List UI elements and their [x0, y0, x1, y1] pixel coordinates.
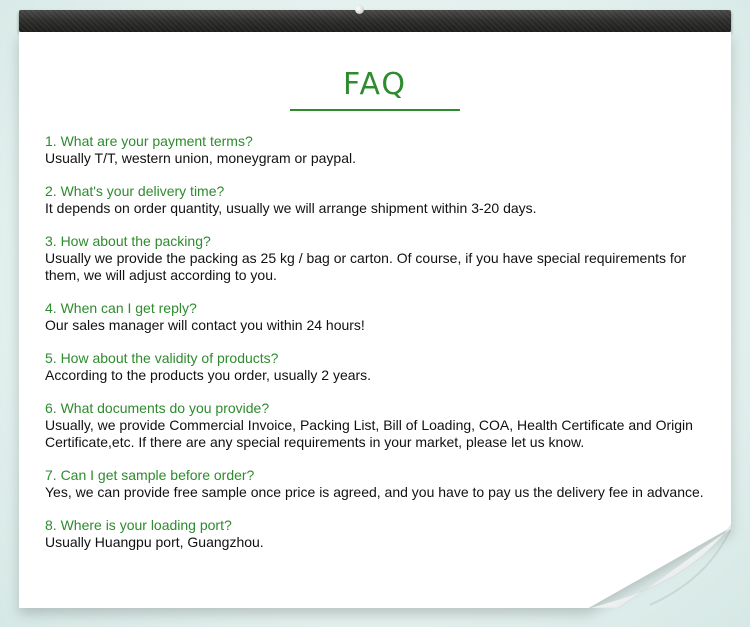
faq-answer: Yes, we can provide free sample once price is agreed, and you have to pay us the delivery fee in advance.	[45, 484, 704, 500]
faq-question: 4. When can I get reply?	[45, 300, 197, 316]
faq-item	[45, 233, 715, 284]
faq-answer: Usually, we provide Commercial Invoice, Packing List, Bill of Loading, COA, Health Certificate and Origin Certificate,etc. If there are any special requirements in your market, please let us know.	[45, 417, 693, 450]
faq-question: 7. Can I get sample before order?	[45, 467, 255, 483]
faq-item	[45, 300, 715, 334]
faq-answer: Usually Huangpu port, Guangzhou.	[45, 534, 264, 550]
faq-question: 5. How about the validity of products?	[45, 350, 279, 366]
faq-item	[45, 133, 715, 167]
faq-question: 8. Where is your loading port?	[45, 517, 232, 533]
faq-item	[45, 400, 715, 451]
faq-item	[45, 467, 715, 501]
faq-item	[45, 517, 715, 551]
title-underline	[290, 109, 460, 111]
faq-question: 1. What are your payment terms?	[45, 133, 253, 149]
page-title: FAQ	[342, 67, 408, 102]
faq-answer: According to the products you order, usually 2 years.	[45, 367, 372, 383]
faq-answer: Usually we provide the packing as 25 kg / bag or carton. Of course, if you have special requirements for them, we will adjust according to you.	[45, 250, 687, 283]
pin-icon	[355, 5, 364, 14]
faq-answer: It depends on order quantity, usually we will arrange shipment within 3-20 days.	[45, 200, 537, 216]
faq-answer: Our sales manager will contact you within 24 hours!	[45, 317, 365, 333]
faq-question: 3. How about the packing?	[45, 233, 211, 249]
faq-list	[45, 133, 715, 567]
faq-item	[45, 350, 715, 384]
faq-question: 2. What's your delivery time?	[45, 183, 225, 199]
leather-binding-strip	[19, 10, 731, 32]
faq-item	[45, 183, 715, 217]
faq-question: 6. What documents do you provide?	[45, 400, 270, 416]
faq-answer: Usually T/T, western union, moneygram or paypal.	[45, 150, 356, 166]
